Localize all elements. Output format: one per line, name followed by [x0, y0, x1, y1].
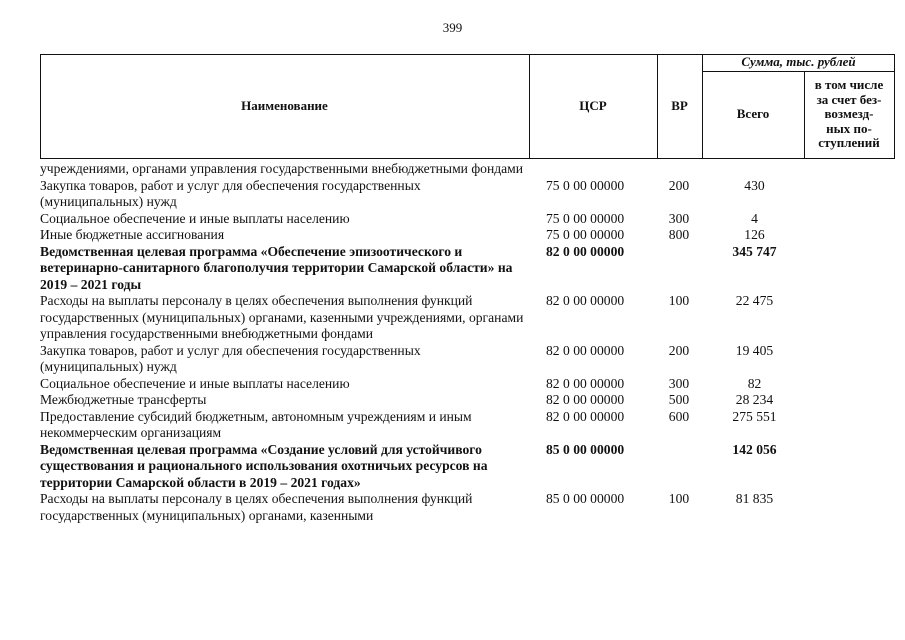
- row-csr: 82 0 00 00000: [546, 243, 625, 259]
- row-name: Межбюджетные трансферты: [40, 392, 207, 407]
- row-total: 126: [744, 227, 765, 242]
- header-incl-line: ных по-: [826, 120, 872, 136]
- program-row: [40, 244, 895, 294]
- row-csr: 82 0 00 00000: [546, 293, 625, 308]
- row-total: 19 405: [735, 342, 774, 358]
- row-vr: 300: [668, 210, 690, 226]
- row-name: Расходы на выплаты персоналу в целях обеспечения выполнения функций государственных (муниципальных) органами, казенными: [40, 491, 473, 523]
- header-vr: ВР: [671, 97, 688, 113]
- row-csr: 75 0 00 00000: [546, 227, 625, 242]
- row-csr: 82 0 00 00000: [546, 408, 625, 424]
- table-row: [40, 392, 895, 409]
- row-total: 82: [747, 375, 762, 391]
- row-name: Предоставление субсидий бюджетным, автономным учреждениям и иным некоммерческим организациям: [40, 408, 472, 440]
- header-incl-gratuitous: [804, 71, 894, 158]
- row-name: учреждениями, органами управления государственными внебюджетными фондами: [40, 161, 524, 176]
- row-vr: 100: [668, 293, 690, 308]
- table-body: [40, 161, 895, 524]
- row-csr: 82 0 00 00000: [546, 342, 625, 358]
- table-row: [40, 376, 895, 393]
- table-row: [40, 409, 895, 442]
- row-vr: 800: [668, 227, 690, 242]
- table-row: [40, 343, 895, 376]
- table-row: [40, 161, 895, 178]
- row-total: 4: [751, 210, 758, 226]
- row-total: 22 475: [735, 293, 774, 308]
- row-vr: 500: [668, 392, 690, 407]
- page-number: 399: [442, 20, 463, 35]
- row-name: Иные бюджетные ассигнования: [40, 227, 225, 242]
- row-name: Ведомственная целевая программа «Создание условий для устойчивого существования и рационального использования охотничьих ресурсов на территории Самарской области в 2019 – 2021 годах»: [40, 441, 488, 490]
- header-bottom-border: [40, 158, 895, 159]
- table-row: [40, 491, 895, 524]
- table-row: [40, 178, 895, 211]
- table-row: [40, 227, 895, 244]
- header-sum: Сумма, тыс. рублей: [741, 54, 856, 70]
- table-row: [40, 211, 895, 228]
- row-total: 345 747: [732, 243, 777, 259]
- header-incl-line: ступлений: [818, 135, 880, 151]
- row-total: 275 551: [732, 408, 777, 424]
- header-incl-line: за счет без-: [816, 91, 882, 107]
- row-name: Ведомственная целевая программа «Обеспечение эпизоотического и ветеринарно-санитарного благополучия территории Самарской области» на 2019 – 2021 годы: [40, 243, 513, 292]
- row-total: 430: [744, 177, 765, 193]
- header-incl-line: возмезд-: [824, 106, 874, 122]
- row-vr: 600: [668, 408, 690, 424]
- program-row: [40, 442, 895, 492]
- header-csr: ЦСР: [579, 97, 607, 113]
- row-csr: 75 0 00 00000: [546, 177, 625, 193]
- row-name: Социальное обеспечение и иные выплаты населению: [40, 375, 350, 391]
- row-csr: 85 0 00 00000: [546, 441, 625, 457]
- row-vr: 100: [668, 491, 690, 506]
- row-csr: 85 0 00 00000: [546, 491, 625, 506]
- row-vr: 200: [668, 177, 690, 193]
- row-csr: 82 0 00 00000: [546, 375, 625, 391]
- header-incl-line: в том числе: [814, 77, 884, 93]
- row-total: 142 056: [732, 441, 777, 457]
- row-name: Закупка товаров, работ и услуг для обеспечения государственных (муниципальных) нужд: [40, 342, 421, 374]
- row-name: Социальное обеспечение и иные выплаты населению: [40, 210, 350, 226]
- table-header: [40, 54, 895, 158]
- row-total: 28 234: [735, 392, 774, 407]
- table-row: [40, 293, 895, 343]
- row-name: Расходы на выплаты персоналу в целях обеспечения выполнения функций государственных (муниципальных) органами, казенными учреждениями, органами управления государственными внебюджетными фондами: [40, 293, 524, 341]
- row-vr: 200: [668, 342, 690, 358]
- row-vr: 300: [668, 375, 690, 391]
- row-csr: 75 0 00 00000: [546, 210, 625, 226]
- header-total: Всего: [736, 106, 770, 122]
- row-name: Закупка товаров, работ и услуг для обеспечения государственных (муниципальных) нужд: [40, 177, 421, 209]
- row-total: 81 835: [735, 491, 774, 506]
- header-name: Наименование: [241, 97, 328, 113]
- row-csr: 82 0 00 00000: [546, 392, 625, 407]
